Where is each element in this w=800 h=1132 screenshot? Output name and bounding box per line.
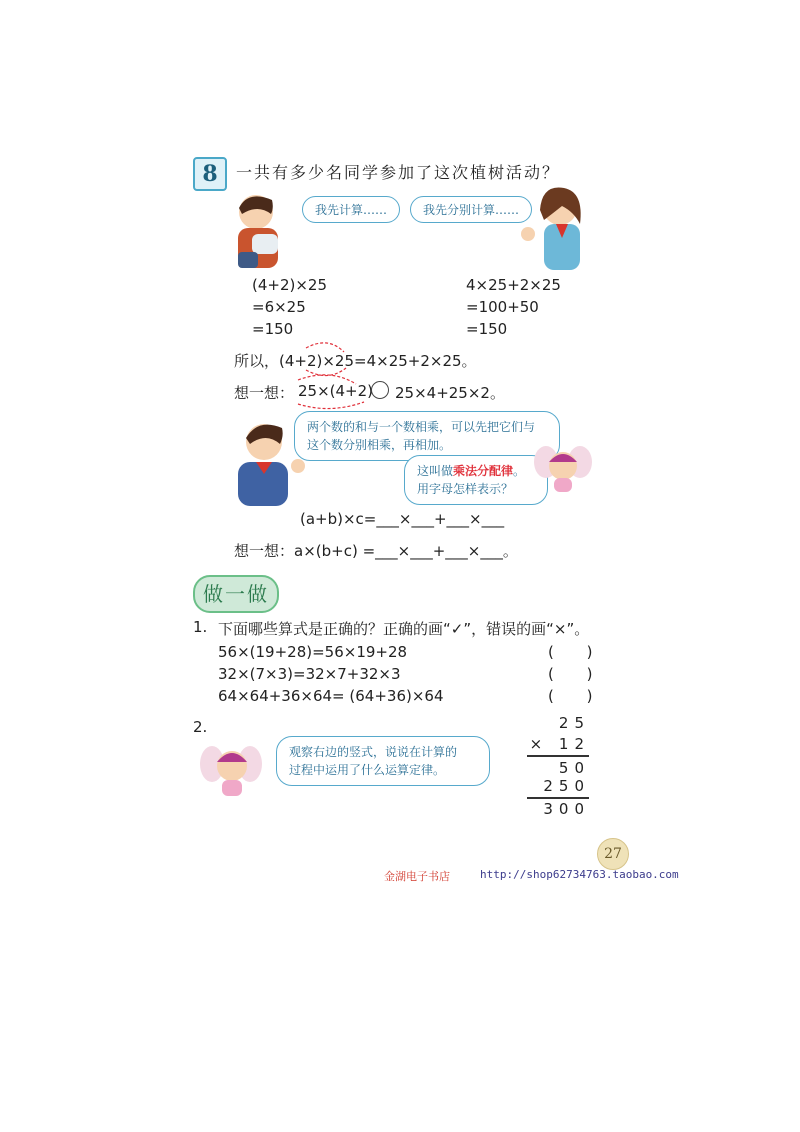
think1-right-expr: 25×4+25×2。 (395, 384, 505, 402)
problem-number-badge: 8 (193, 157, 227, 191)
q1-item-1-expr: 56×(19+28)=56×19+28 (218, 643, 408, 661)
speech-bubble-right: 我先分别计算…… (410, 196, 532, 223)
think1-left-expr: 25×(4+2) (298, 382, 374, 400)
distribution-arrows-2 (290, 372, 380, 412)
girl-illustration (518, 184, 598, 274)
store-name: 金湖电子书店 (384, 870, 450, 883)
angel-illustration (532, 440, 592, 496)
comparison-circle[interactable] (371, 381, 389, 399)
think1-label: 想一想： (234, 384, 295, 402)
formula-1: (a+b)×c=___×___+___×___ (300, 510, 505, 528)
angel-tip-suffix: 。 (513, 464, 526, 478)
angel-tip-line-2: 用字母怎样表示？ (417, 482, 514, 496)
q1-item-2-expr: 32×(7×3)=32×7+32×3 (218, 665, 401, 683)
left-calc-line-3: =150 (252, 320, 294, 338)
q1-item-2-answer[interactable]: ( ) (548, 665, 607, 683)
right-calc-line-1: 4×25+2×25 (466, 276, 561, 294)
q2-tip-bubble (276, 736, 490, 786)
q2-number: 2. (193, 718, 208, 736)
q1-item-1-answer[interactable]: ( ) (548, 643, 607, 661)
q2-tip-line-1: 观察右边的竖式，说说在计算的 (289, 745, 458, 759)
vertical-row-2: × 12 (529, 735, 590, 753)
store-url[interactable]: http://shop62734763.taobao.com (480, 868, 679, 881)
therefore-line: 所以，(4+2)×25=4×25+2×25。 (234, 352, 477, 370)
angel-2-illustration (198, 738, 264, 800)
distributive-law-term: 乘法分配律 (453, 464, 514, 478)
exercise-banner: 做一做 (193, 575, 279, 613)
problem-title: 一共有多少名同学参加了这次植树活动？ (236, 163, 561, 182)
q1-item-3-answer[interactable]: ( ) (548, 687, 607, 705)
vertical-rule-2 (527, 797, 589, 799)
left-calc-line-1: (4+2)×25 (252, 276, 328, 294)
angel-tip-prefix: 这叫做 (417, 464, 454, 478)
speech-bubble-left: 我先计算…… (302, 196, 400, 223)
vertical-row-1: 25 (558, 714, 590, 732)
q2-tip-line-2: 过程中运用了什么运算定律。 (289, 763, 446, 777)
right-calc-line-2: =100+50 (466, 298, 539, 316)
boy-tip-line-2: 这个数分别相乘，再相加。 (307, 438, 452, 452)
left-calc-line-2: =6×25 (252, 298, 306, 316)
q1-text: 下面哪些算式是正确的？正确的画“✓”，错误的画“×”。 (218, 620, 590, 638)
think2-line: 想一想：a×(b+c) =___×___+___×___。 (234, 542, 518, 560)
vertical-rule-1 (527, 755, 589, 757)
right-calc-line-3: =150 (466, 320, 508, 338)
page-number: 27 (597, 838, 629, 870)
boy-tip-line-1: 两个数的和与一个数相乘，可以先把它们与 (307, 420, 536, 434)
q1-item-3-expr: 64×64+36×64= (64+36)×64 (218, 687, 444, 705)
vertical-row-5: 300 (543, 800, 590, 818)
angel-tip-bubble (404, 455, 548, 505)
vertical-row-3: 50 (558, 759, 590, 777)
q1-number: 1. (193, 618, 208, 636)
vertical-row-4: 250 (543, 777, 590, 795)
boy-illustration (228, 190, 290, 272)
boy-tip-bubble (294, 411, 560, 461)
